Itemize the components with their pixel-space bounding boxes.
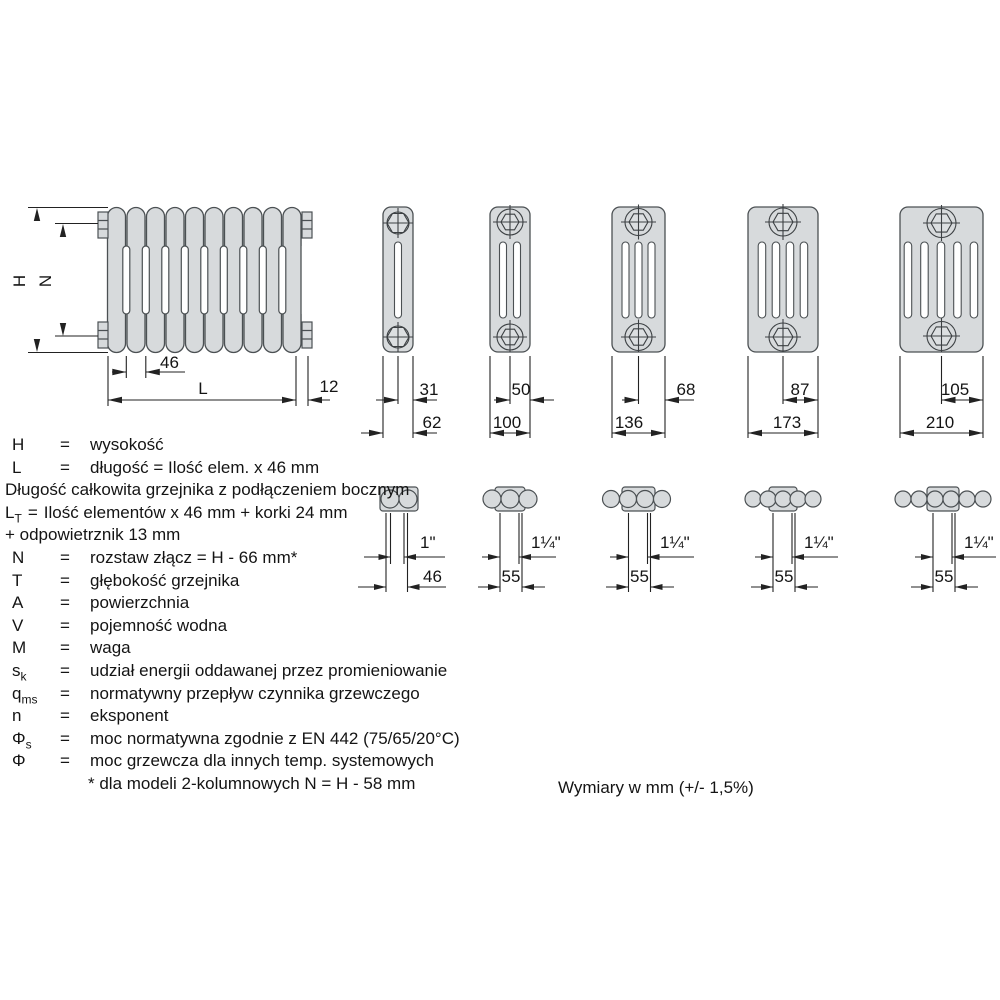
legend-row-total-length-note: Długość całkowita grzejnika z podłączeniem bocznym xyxy=(5,480,410,500)
legend-row-footnote: * dla modeli 2-kolumnowych N = H - 58 mm xyxy=(88,773,416,793)
node-spacing-label: N xyxy=(36,274,55,288)
length-dimensions xyxy=(108,353,338,406)
connection-size-value: 1¼" xyxy=(660,533,690,552)
legend-row-air-vent: + odpowietrznik 13 mm xyxy=(5,525,181,545)
legend-row-L: L = długość = Ilość elem. x 46 mm xyxy=(12,457,320,477)
length-label-value: L xyxy=(198,379,208,398)
legend-row-qms: $q_{ms}$ = normatywny przepływ czynnika grzewczego xyxy=(12,683,420,706)
legend-row-phi-s: $\Phi_s$ = moc normatywna zgodnie z EN 442 (75/65/20°C) xyxy=(12,728,460,752)
top-view-6col xyxy=(895,487,996,592)
half-width-value: 31 xyxy=(419,380,439,399)
half-width-value: 50 xyxy=(511,380,531,399)
legend-row-H: H = wysokość xyxy=(12,435,164,454)
half-width-value: 87 xyxy=(790,380,810,399)
cross-section-6col xyxy=(900,205,983,438)
top-view-4col xyxy=(603,487,695,592)
full-width-value: 210 xyxy=(925,413,955,432)
legend-row-M: M = waga xyxy=(12,638,131,658)
end-extension-value: 12 xyxy=(319,377,339,396)
full-width-value: 136 xyxy=(614,413,644,432)
full-width-value: 62 xyxy=(422,413,442,432)
element-width-value: 46 xyxy=(160,353,179,372)
pitch-value: 55 xyxy=(630,567,649,586)
connection-size-value: 1¼" xyxy=(531,533,561,552)
legend-row-A: A = powierzchnia xyxy=(12,593,190,613)
top-view-5col xyxy=(745,487,838,592)
radiator-slots xyxy=(123,246,286,314)
connection-size-value: 1¼" xyxy=(964,533,994,552)
legend-row-sk: $s_k$ = udział energii oddawanej przez promieniowanie xyxy=(12,660,448,684)
connection-size-value: 1¼" xyxy=(804,533,834,552)
legend-row-phi: Φ = moc grzewcza dla innych temp. systemowych xyxy=(12,751,434,771)
legend-row-LT: $L_T$ = Ilość elementów x 46 mm + korki 24 mm xyxy=(5,502,348,526)
legend-row-n: n = eksponent xyxy=(12,706,169,726)
legend-row-T: T = głębokość grzejnika xyxy=(12,570,240,590)
full-width-value: 100 xyxy=(492,413,522,432)
legend xyxy=(0,434,560,796)
full-width-value: 173 xyxy=(772,413,802,432)
cross-section-5col xyxy=(748,204,818,438)
pitch-value: 55 xyxy=(501,567,521,586)
cross-section-4col xyxy=(612,205,695,439)
height-label: H xyxy=(10,274,29,288)
dimensions-note: Wymiary w mm (+/- 1,5%) xyxy=(558,778,754,797)
pitch-value: 46 xyxy=(423,567,442,586)
front-view-radiator xyxy=(98,208,312,353)
legend-row-N: N = rozstaw złącz = H - 66 mm* xyxy=(12,547,298,567)
half-width-value: 68 xyxy=(676,380,696,399)
pitch-value: 55 xyxy=(774,567,794,586)
pitch-value: 55 xyxy=(934,567,954,586)
connection-size-value: 1" xyxy=(420,533,436,552)
legend-row-V: V = pojemność wodna xyxy=(12,615,228,635)
cross-section-2col xyxy=(361,207,441,438)
cross-section-3col xyxy=(490,205,554,438)
half-width-value: 105 xyxy=(940,380,970,399)
